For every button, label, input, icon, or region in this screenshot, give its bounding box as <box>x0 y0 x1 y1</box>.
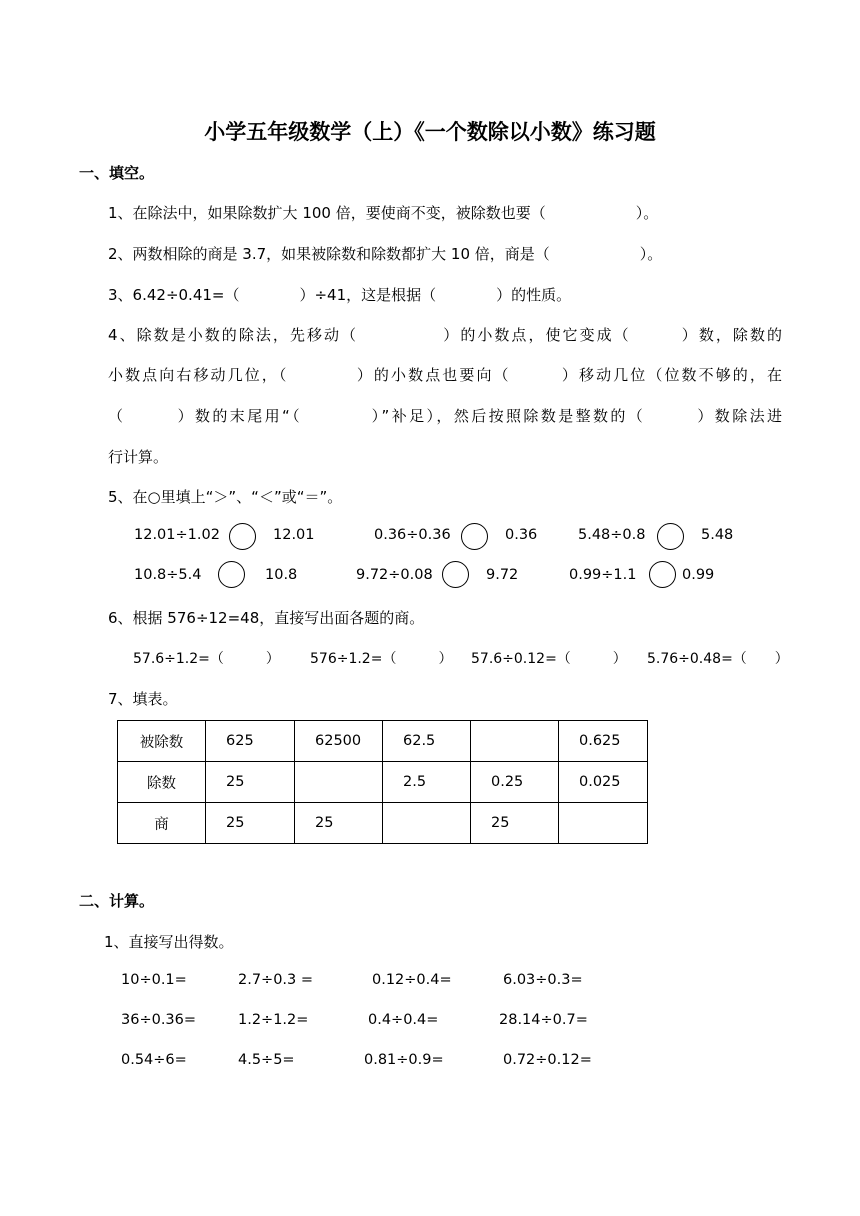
fill-table <box>117 720 648 844</box>
row-label: 被除数 <box>118 721 206 762</box>
compare-right: 0.36 <box>505 527 538 543</box>
compare-left: 12.01÷1.02 <box>134 527 220 543</box>
calc-item: 4.5÷5= <box>238 1052 295 1068</box>
quotient-item: 576÷1.2=（ ） <box>310 651 453 667</box>
compare-circle[interactable] <box>649 561 676 588</box>
table-cell[interactable] <box>383 803 471 844</box>
compare-left: 5.48÷0.8 <box>578 527 646 543</box>
table-row-dividend <box>118 721 648 762</box>
table-cell: 2.5 <box>383 762 471 803</box>
calc-item: 0.81÷0.9= <box>364 1052 444 1068</box>
calc-item: 0.12÷0.4= <box>372 972 452 988</box>
question-3: 3、6.42÷0.41=（ ）÷41，这是根据（ ）的性质。 <box>108 286 572 304</box>
compare-right: 12.01 <box>273 527 315 543</box>
compare-right: 10.8 <box>265 567 298 583</box>
table-cell[interactable] <box>559 803 648 844</box>
table-cell: 25 <box>206 762 295 803</box>
section2-heading: 二、计算。 <box>79 892 155 910</box>
calc-item: 0.72÷0.12= <box>503 1052 592 1068</box>
compare-right: 5.48 <box>701 527 734 543</box>
calc-question-1: 1、直接写出得数。 <box>104 933 234 951</box>
compare-circle[interactable] <box>461 523 488 550</box>
question-6: 6、根据 576÷12=48，直接写出面各题的商。 <box>108 609 425 627</box>
question-1: 1、在除法中，如果除数扩大 100 倍，要使商不变，被除数也要（ ）。 <box>108 204 659 222</box>
table-cell: 25 <box>471 803 559 844</box>
compare-circle[interactable] <box>218 561 245 588</box>
row-label: 除数 <box>118 762 206 803</box>
question-4-line-1: 4、除数是小数的除法，先移动（ ）的小数点，使它变成（ ）数，除数的 <box>108 326 782 344</box>
table-cell: 0.025 <box>559 762 648 803</box>
compare-right: 0.99 <box>682 567 715 583</box>
table-cell: 0.25 <box>471 762 559 803</box>
compare-left: 9.72÷0.08 <box>356 567 433 583</box>
question-4-line-4: 行计算。 <box>108 448 169 466</box>
calc-item: 10÷0.1= <box>121 972 187 988</box>
page-title: 小学五年级数学（上）《一个数除以小数》练习题 <box>204 120 656 144</box>
compare-left: 0.99÷1.1 <box>569 567 637 583</box>
question-5: 5、在○里填上“＞”、“＜”或“＝”。 <box>108 488 343 506</box>
calc-item: 28.14÷0.7= <box>499 1012 588 1028</box>
calc-item: 0.4÷0.4= <box>368 1012 439 1028</box>
question-4-line-3: （ ）数的末尾用“（ ）”补足），然后按照除数是整数的（ ）数除法进 <box>108 407 782 425</box>
quotient-item: 57.6÷1.2=（ ） <box>133 651 280 667</box>
calc-item: 1.2÷1.2= <box>238 1012 309 1028</box>
quotient-item: 57.6÷0.12=（ ） <box>471 651 627 667</box>
table-cell: 25 <box>295 803 383 844</box>
question-7: 7、填表。 <box>108 690 178 708</box>
table-cell: 62.5 <box>383 721 471 762</box>
calc-item: 0.54÷6= <box>121 1052 187 1068</box>
calc-item: 36÷0.36= <box>121 1012 197 1028</box>
section1-heading: 一、填空。 <box>79 164 155 182</box>
compare-circle[interactable] <box>442 561 469 588</box>
compare-right: 9.72 <box>486 567 519 583</box>
table-cell: 0.625 <box>559 721 648 762</box>
compare-circle[interactable] <box>229 523 256 550</box>
table-cell[interactable] <box>295 762 383 803</box>
question-4-line-2: 小数点向右移动几位，（ ）的小数点也要向（ ）移动几位（位数不够的，在 <box>108 366 782 384</box>
calc-item: 6.03÷0.3= <box>503 972 583 988</box>
table-row-divisor <box>118 762 648 803</box>
compare-circle[interactable] <box>657 523 684 550</box>
table-cell: 62500 <box>295 721 383 762</box>
calc-item: 2.7÷0.3 = <box>238 972 314 988</box>
table-row-quotient <box>118 803 648 844</box>
table-cell: 25 <box>206 803 295 844</box>
question-2: 2、两数相除的商是 3.7，如果被除数和除数都扩大 10 倍，商是（ ）。 <box>108 245 663 263</box>
row-label: 商 <box>118 803 206 844</box>
compare-left: 10.8÷5.4 <box>134 567 202 583</box>
compare-left: 0.36÷0.36 <box>374 527 451 543</box>
table-cell[interactable] <box>471 721 559 762</box>
table-cell: 625 <box>206 721 295 762</box>
quotient-item: 5.76÷0.48=（ ） <box>647 651 789 667</box>
